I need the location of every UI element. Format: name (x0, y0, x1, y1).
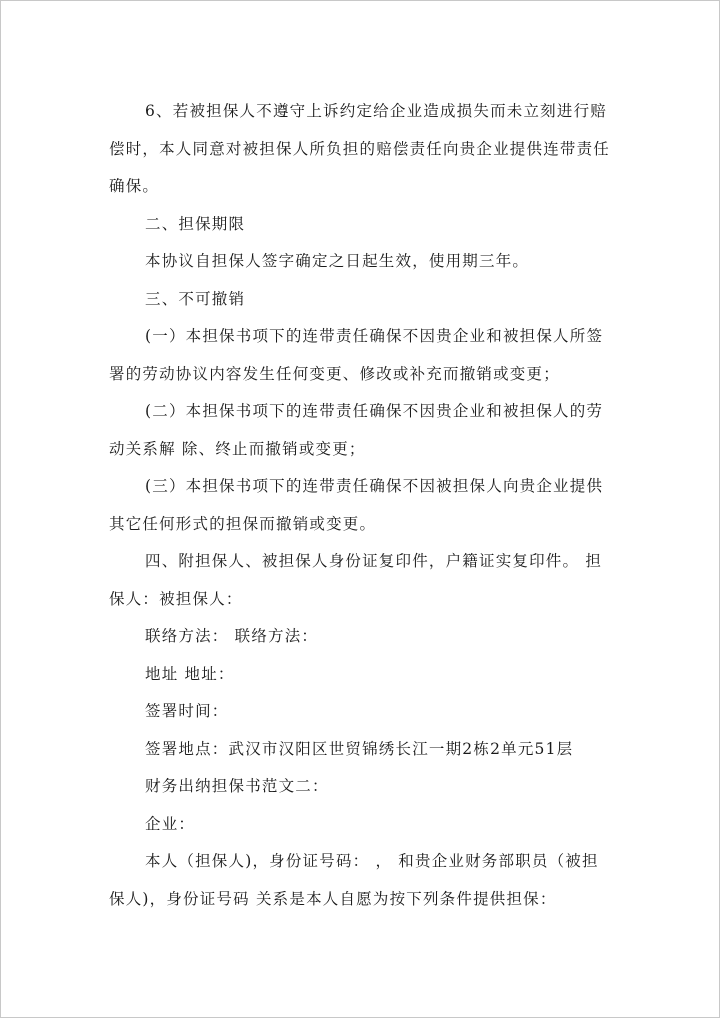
paragraph-irrevocable-1: (一）本担保书项下的连带责任确保不因贵企业和被担保人所签署的劳动协议内容发生任何变更、修改或补充而撤销或变更； (109, 327, 604, 383)
paragraph-irrevocable-3: (三）本担保书项下的连带责任确保不因被担保人向贵企业提供其它任何形式的担保而撤销或变更。 (109, 477, 604, 533)
paragraph-clause-6: 6、若被担保人不遵守上诉约定给企业造成损失而未立刻进行赔偿时，本人同意对被担保人所负担的赔偿责任向贵企业提供连带责任确保。 (109, 102, 611, 195)
section-title-sample-two: 财务出纳担保书范文二： (145, 777, 329, 795)
contact-line: 联络方法： 联络方法： (145, 627, 319, 645)
paragraph-attachments: 四、附担保人、被担保人身份证复印件，户籍证实复印件。 担保人：被担保人： (109, 552, 603, 608)
paragraph-validity: 本协议自担保人签字确定之日起生效，使用期三年。 (145, 252, 530, 270)
company-line: 企业： (145, 814, 196, 833)
address-line: 地址 地址： (145, 664, 235, 683)
signing-time-line: 签署时间： (145, 702, 229, 720)
paragraph-guarantor-intro: 本人（担保人)，身份证号码： ， 和贵企业财务部职员（被担保人)，身份证号码 关系是本人自愿为按下列条件提供担保： (109, 852, 599, 908)
heading-irrevocable: 三、不可撤销 (145, 289, 246, 308)
paragraph-irrevocable-2: (二）本担保书项下的连带责任确保不因贵企业和被担保人的劳动关系解 除、终止而撤销或变更； (109, 402, 604, 458)
heading-guarantee-period: 二、担保期限 (145, 214, 246, 233)
document-body (109, 93, 613, 918)
signing-place-line: 签署地点：武汉市汉阳区世贸锦绣长江一期2栋2单元51层 (145, 739, 574, 758)
